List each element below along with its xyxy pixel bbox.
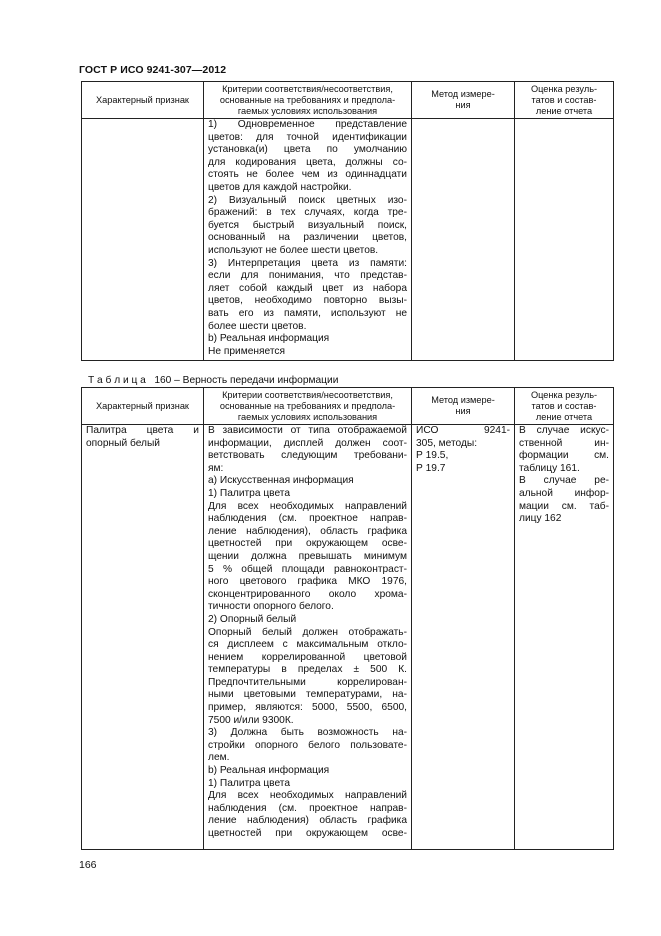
table-160 xyxy=(81,387,614,850)
table-row xyxy=(82,119,614,361)
cell-report xyxy=(515,425,614,850)
text-line: Р 19.7 xyxy=(416,462,446,474)
text-line: лицу 162 xyxy=(519,513,562,525)
text-line: опорный белый xyxy=(86,437,160,449)
column-header-report xyxy=(515,82,614,119)
text-line: бражений: в тех случаях, когда тре- xyxy=(208,207,407,219)
text-line: ся дисплеем с максимальным откло- xyxy=(208,639,407,651)
column-header-criteria xyxy=(204,388,412,425)
text-line: цветов для каждой настройки. xyxy=(208,181,352,193)
text-line: ление наблюдения), область графика xyxy=(208,525,407,537)
text-line: 1) Одновременное представление xyxy=(208,119,407,130)
header-line: гаемых условиях использования xyxy=(237,411,378,422)
header-line: Метод измере- xyxy=(431,89,495,99)
text-line: b) Реальная информация xyxy=(208,333,330,345)
header-line: Метод измере- xyxy=(431,395,495,405)
header-line: Критерии соответствия/несоответствия, xyxy=(222,83,393,94)
column-header-method xyxy=(412,82,515,119)
text-line: 2) Визуальный поиск цветных изо- xyxy=(208,194,407,206)
text-line: Для всех необходимых направлений xyxy=(208,790,407,802)
header-line: гаемых условиях использования xyxy=(237,105,378,116)
text-line: 1) Палитра цвета xyxy=(208,777,291,789)
text-line: наблюдения (см. проектное направ- xyxy=(208,802,407,814)
text-line: цветов, необходимо повторно вызы- xyxy=(208,295,407,307)
text-line: таблицу 161. xyxy=(519,462,580,474)
header-line: основанные на требованиях и предпола- xyxy=(219,94,396,105)
table-header-row xyxy=(82,82,614,119)
header-line: татов и состав- xyxy=(531,400,597,411)
cell-method xyxy=(412,119,515,361)
text-line: Палитра цвета и xyxy=(86,425,199,436)
text-line: более шести цветов. xyxy=(208,320,307,332)
table-header-row xyxy=(82,388,614,425)
text-line: используют не более шести цветов. xyxy=(208,244,379,256)
text-line: ИСО 9241- xyxy=(416,425,510,436)
text-line: пример, являются: 5000, 5500, 6500, xyxy=(208,702,407,714)
page-number: 166 xyxy=(79,859,97,871)
text-line: если для понимания, что представ- xyxy=(208,270,407,282)
text-line: ного цветового графика МКО 1976, xyxy=(208,576,407,588)
column-header-method xyxy=(412,388,515,425)
text-line: ными цветовыми температурами, на- xyxy=(208,689,407,701)
text-line: альной инфор- xyxy=(519,487,609,499)
text-line: цветностей при окружающем осве- xyxy=(208,828,407,839)
header-line: Оценка резуль- xyxy=(530,389,598,400)
table-caption: Т а б л и ц а 160 – Верность передачи информации xyxy=(88,375,339,386)
text-line: 5 % общей площади равноконтраст- xyxy=(208,563,407,575)
text-line: тичности опорного белого. xyxy=(208,601,334,613)
column-header-report xyxy=(515,388,614,425)
text-line: В случае искус- xyxy=(519,425,609,436)
text-line: информации, дисплей должен соот- xyxy=(208,437,407,449)
cell-feature xyxy=(82,119,204,361)
column-header-criteria xyxy=(204,82,412,119)
text-line: Опорный белый должен отображать- xyxy=(208,626,407,638)
text-line: установка(и) цвета по умолчанию xyxy=(208,144,407,156)
text-line: ление наблюдения) область графика xyxy=(208,815,407,827)
column-header-feature: Характерный признак xyxy=(82,388,204,425)
text-line: цветов: для точной идентификации xyxy=(208,131,407,143)
table-row xyxy=(82,425,614,850)
text-line: ственной ин- xyxy=(519,437,609,449)
text-line: Р 19.5, xyxy=(416,450,449,462)
text-line: ляет собой каждый цвет из набора xyxy=(208,282,407,294)
text-line: цветностей при окружающем осве- xyxy=(208,538,407,550)
header-line: Оценка резуль- xyxy=(530,83,598,94)
text-line: 3) Интерпретация цвета из памяти: xyxy=(208,257,407,269)
text-line: вать его из памяти, используют не xyxy=(208,307,407,319)
text-line: 7500 и/или 9300К. xyxy=(208,714,294,726)
cell-report xyxy=(515,119,614,361)
text-line: лем. xyxy=(208,752,230,764)
text-line: стоять не более чем из одиннадцати xyxy=(208,169,407,181)
text-line: 305, методы: xyxy=(416,437,478,449)
cell-method xyxy=(412,425,515,850)
text-line: ям: xyxy=(208,462,224,474)
table-continued xyxy=(81,81,614,361)
text-line: буется быстрый визуальный поиск, xyxy=(208,219,407,231)
text-line: Не применяется xyxy=(208,345,286,357)
text-line: мации см. таб- xyxy=(519,500,609,512)
text-line: b) Реальная информация xyxy=(208,765,330,777)
text-line: В случае ре- xyxy=(519,475,609,487)
text-line: для кодирования цвета, должны со- xyxy=(208,156,407,168)
text-line: 2) Опорный белый xyxy=(208,613,297,625)
text-line: Для всех необходимых направлений xyxy=(208,500,407,512)
cell-criteria xyxy=(204,119,412,361)
column-header-feature: Характерный признак xyxy=(82,82,204,119)
text-line: формации см. xyxy=(519,450,609,462)
text-line: 1) Палитра цвета xyxy=(208,487,291,499)
header-line: ление отчета xyxy=(535,105,593,116)
text-line: сконцентрированного около хрома- xyxy=(208,588,407,600)
text-line: 3) Должна быть возможность на- xyxy=(208,727,407,739)
text-line: стройки опорного белого пользовате- xyxy=(208,739,407,751)
text-line: нением коррелированной цветовой xyxy=(208,651,407,663)
text-line: температуры в пределах ± 500 К. xyxy=(208,664,407,676)
text-line: основанный на различении цветов, xyxy=(208,232,407,244)
header-line: ление отчета xyxy=(535,411,593,422)
header-line: ния xyxy=(455,100,471,110)
text-line: a) Искусственная информация xyxy=(208,475,354,487)
header-line: ния xyxy=(455,406,471,416)
text-line: Предпочтительными коррелирован- xyxy=(208,676,407,688)
header-line: Критерии соответствия/несоответствия, xyxy=(222,389,393,400)
text-line: В зависимости от типа отображаемой xyxy=(208,425,407,436)
text-line: щении должна превышать минимум xyxy=(208,550,407,562)
header-line: основанные на требованиях и предпола- xyxy=(219,400,396,411)
cell-criteria xyxy=(204,425,412,850)
text-line: наблюдения (см. проектное направ- xyxy=(208,513,407,525)
cell-feature xyxy=(82,425,204,850)
document-header: ГОСТ Р ИСО 9241-307—2012 xyxy=(79,64,227,76)
text-line: ветствовать следующим требовани- xyxy=(208,450,407,462)
header-line: татов и состав- xyxy=(531,94,597,105)
